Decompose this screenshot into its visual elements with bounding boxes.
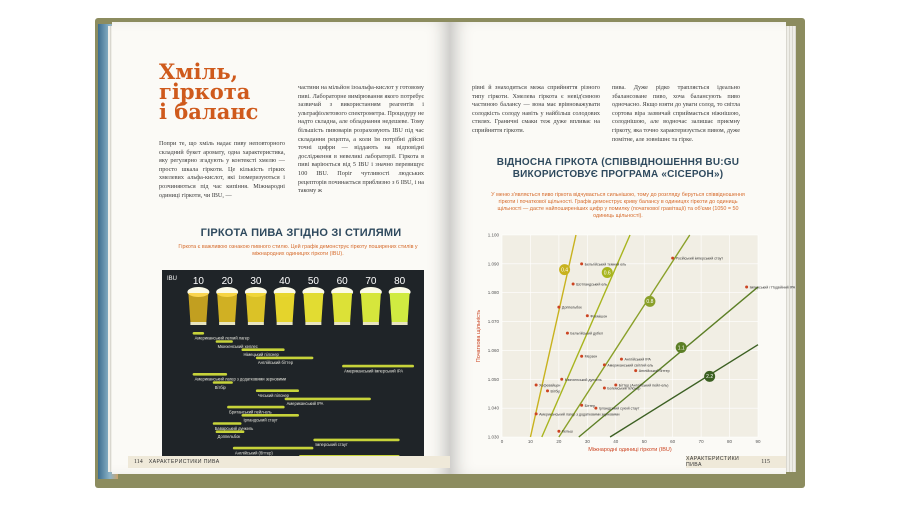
style-point <box>546 389 549 392</box>
right-body-column-2: пива. Дуже рідко трапляється ідеально збалансоване пиво, хоча балансують пиво одночасно. Якщо взяти до уваги солод, то світла сортова віра зазвичай сприймається ніжнішою, солоднішою, але водночас залишає приємну гіркоту, яка точно характеризується пивом, дуже помітне, але зовнішнє та гірке. <box>612 84 740 143</box>
style-range-bar <box>193 332 205 335</box>
style-label: Вітбір <box>214 384 226 390</box>
x-tick-label: 30 <box>584 439 590 444</box>
beer-glass-icon <box>389 287 411 325</box>
style-point <box>580 262 583 265</box>
relative-bitterness-chart-title: ВІДНОСНА ГІРКОТА (СПІВВІДНОШЕННЯ BU:GU ВИКОРИСТОВУЄ ПРОГРАМА «СІСЕРОН») <box>496 157 740 180</box>
style-point <box>614 384 617 387</box>
style-point-label: Англійський ІРА <box>624 357 651 362</box>
y-axis-label: Початкова щільність <box>476 309 482 363</box>
y-tick-label: 1.050 <box>487 376 499 382</box>
left-body-column-1: Попри те, що хміль надає пиву неповторного складний букет аромату, одна характеристика, яку регулярно згадують у контексті хмелю — просто шкала гіркоти. Це кількість гірких хмелевих альфа-кислот, які ізомеризуються і розчиняються під час кипіння. Міжнародні одиниці гіркоти, чи IBU, — <box>159 140 285 199</box>
right-footer <box>686 456 786 468</box>
ibu-tick-label: 60 <box>336 276 348 287</box>
beer-glass-icon <box>187 287 209 325</box>
style-point <box>586 314 589 317</box>
style-label: Чеський пілснер <box>257 393 289 398</box>
style-label: Імперський стаут <box>315 442 348 448</box>
left-running-head: ХАРАКТЕРИСТИКИ ПИВА <box>148 459 220 465</box>
style-point <box>566 332 569 335</box>
ratio-label: 0.4 <box>561 267 569 274</box>
style-point-label: Флемішон <box>590 314 608 319</box>
style-point-label: Американський світлий ель <box>607 363 654 368</box>
y-tick-label: 1.040 <box>487 405 499 411</box>
style-point-label: Американський лагер з додатковими зерновими <box>539 412 620 417</box>
y-tick-label: 1.080 <box>487 290 499 296</box>
x-tick-label: 80 <box>727 439 733 444</box>
left-footer <box>128 456 450 468</box>
style-range-bar <box>285 398 371 401</box>
ratio-label: 2.2 <box>706 374 714 381</box>
style-point <box>603 386 606 389</box>
x-tick-label: 70 <box>698 439 704 444</box>
style-range-bar <box>242 348 285 351</box>
style-label: Баварський дункель <box>214 425 254 431</box>
beer-glass-icon <box>360 287 382 325</box>
y-tick-label: 1.090 <box>487 261 499 267</box>
ibu-unit-label: IBU <box>167 276 178 282</box>
beer-glass-icon <box>216 287 238 325</box>
ibu-tick-label: 10 <box>192 276 204 287</box>
style-label: Британський пейл-ель <box>229 409 272 415</box>
style-point-label: Біттер <box>584 403 596 408</box>
style-label: Доппельбок <box>217 434 241 439</box>
style-range-bar <box>213 381 233 384</box>
style-label: Американський імперський IPA <box>344 368 404 374</box>
style-label: Американський легкий лагер <box>194 335 250 341</box>
x-tick-label: 0 <box>500 439 504 444</box>
ibu-tick-label: 20 <box>221 276 233 287</box>
style-point <box>745 285 748 288</box>
style-range-bar <box>213 422 242 425</box>
ratio-label: 0.8 <box>646 299 654 306</box>
y-tick-label: 1.070 <box>487 319 499 325</box>
style-point <box>580 355 583 358</box>
y-tick-label: 1.100 <box>487 232 499 238</box>
style-point <box>560 378 563 381</box>
relative-bitterness-chart-caption: У меню з'являється пиво гіркота відчувається сильнішою, тому до розгляду беруться співвідношення гіркоти і початкової щільності. Графік демонструє криву балансу в одиницях гіркоти до одиниць щільності — дасте найпоширеніших цифр у помилку (початкової гравітації) та об'єми (1050 = 50 одиниць щільності). <box>491 192 745 219</box>
right-page <box>450 22 796 474</box>
ibu-tick-label: 50 <box>307 276 319 287</box>
style-bitterness-chart-title: ГІРКОТА ПИВА ЗГІДНО ЗІ СТИЛЯМИ <box>200 227 402 239</box>
style-point <box>535 384 538 387</box>
style-label: Німецький пілснер <box>243 352 279 357</box>
y-tick-label: 1.060 <box>487 347 499 353</box>
style-point <box>620 358 623 361</box>
style-range-bar <box>242 414 300 417</box>
beer-glass-icon <box>245 287 267 325</box>
x-tick-label: 10 <box>527 439 533 444</box>
style-point-label: Мерзен <box>584 354 598 359</box>
x-tick-label: 50 <box>641 439 647 444</box>
style-label: Ірландський стаут <box>243 417 278 423</box>
style-range-bar <box>256 357 314 360</box>
left-page-number: 114 <box>134 459 143 465</box>
style-point-label: Російський імперський стаут <box>675 256 724 261</box>
style-label: Американський IPA <box>286 401 324 407</box>
style-range-bar <box>256 389 299 392</box>
heading-line-3: і баланс <box>159 99 259 124</box>
style-point-label: Шотландський ель <box>576 282 608 287</box>
style-point <box>572 283 575 286</box>
style-point-label: Богемський пілснер <box>607 386 641 391</box>
style-point <box>580 404 583 407</box>
style-point-label: Доппельбок <box>561 305 582 310</box>
beer-glass-icon <box>274 287 296 325</box>
style-point-label: Ірландський сухий стаут <box>598 406 640 411</box>
relative-bitterness-chart <box>466 227 796 453</box>
style-label: Американський лагер з додатковими зерновими <box>194 376 287 382</box>
heading-line-1: Хміль, <box>159 59 238 84</box>
ibu-tick-label: 30 <box>250 276 262 287</box>
style-label: Англійський біттер <box>257 360 294 366</box>
style-range-bar <box>342 365 414 368</box>
style-point-label: Хефевайцен <box>539 383 561 388</box>
style-range-bar <box>216 340 233 343</box>
style-point-label: Бельгійський дубел <box>570 331 603 336</box>
style-point <box>557 306 560 309</box>
style-bitterness-chart-caption: Гіркота є важливою ознакою пивного стилю. Цей графік демонструє гіркоту поширених стилів у міжнародних одиницях гіркоти (IBU). <box>178 244 418 257</box>
style-point-label: Бельгійський темний ель <box>584 262 627 267</box>
style-label: Мюнхенський хеллес <box>217 343 258 349</box>
style-point <box>671 257 674 260</box>
right-running-head: ХАРАКТЕРИСТИКИ ПИВА <box>686 456 740 468</box>
style-point <box>535 412 538 415</box>
style-label: Англійський (біттер) <box>234 450 273 456</box>
ibu-tick-label: 80 <box>394 276 406 287</box>
style-bitterness-chart-svg <box>162 270 424 466</box>
x-tick-label: 90 <box>755 439 761 444</box>
style-point-label: Біттер (Англійський пейл-ель) <box>618 383 669 388</box>
x-axis-label: Міжнародні одиниці гіркоти (IBU) <box>588 447 672 453</box>
style-point <box>557 430 560 433</box>
style-range-bar <box>233 447 314 450</box>
left-body-column-2: частини на мільйон ізоальфа-кислот у готовому пиві. Лабораторне вимірювання якого потребує зазвичай з використанням реагентів і ультрафіолетового спектрометра. Процедуру не надто складна, але обладнання недешеве. Тому більшість пивоварів розраховують IBU під час складання рецепта, а коли їм потрібні дійсні точні цифри — віддають на відповідні дослідження в невеликі лабораторії. Гіркота в пиві варіюється від 5 IBU і значно перевищує 100 IBU. Поріг чутливості людських рецепторів починається приблизно з 6 IBU, і на такому ж <box>298 84 424 195</box>
style-bitterness-chart <box>162 270 424 466</box>
style-point <box>634 369 637 372</box>
left-page <box>112 22 450 474</box>
style-range-bar <box>193 373 228 376</box>
style-point-label: Імперський / Подвійний IPA <box>749 285 796 290</box>
x-tick-label: 20 <box>556 439 562 444</box>
ratio-label: 1.1 <box>677 345 685 352</box>
heading-line-2: гіркота <box>159 79 251 104</box>
beer-glass-icon <box>302 287 324 325</box>
right-body-column-1: рівні й знаходиться межа сприйняття різного типу гіркоти. Хмелева гіркота є невід'ємною частиною балансу — вона має врівноважувати солодкість солоду навіть у найбільш солодових стилях. Граничні смаки теж дуже впливає на сприйняття гіркоти. <box>472 84 600 134</box>
style-point-label: Вітбір <box>550 389 561 394</box>
style-point-label: Мюнхенський дункель <box>564 377 602 382</box>
right-page-number: 115 <box>761 459 770 465</box>
y-tick-label: 1.030 <box>487 434 499 440</box>
ibu-tick-label: 70 <box>365 276 377 287</box>
beer-glass-icon <box>331 287 353 325</box>
style-range-bar <box>227 406 285 409</box>
style-range-bar <box>216 430 245 433</box>
style-range-bar <box>313 439 399 442</box>
style-point-label: Кельш <box>561 429 573 434</box>
x-tick-label: 40 <box>613 439 619 444</box>
style-point <box>603 363 606 366</box>
page-heading <box>159 59 279 124</box>
ibu-tick-label: 40 <box>279 276 291 287</box>
style-point-label: Англійський біттер <box>638 369 670 374</box>
x-tick-label: 60 <box>670 439 676 444</box>
ratio-label: 0.6 <box>603 270 611 277</box>
